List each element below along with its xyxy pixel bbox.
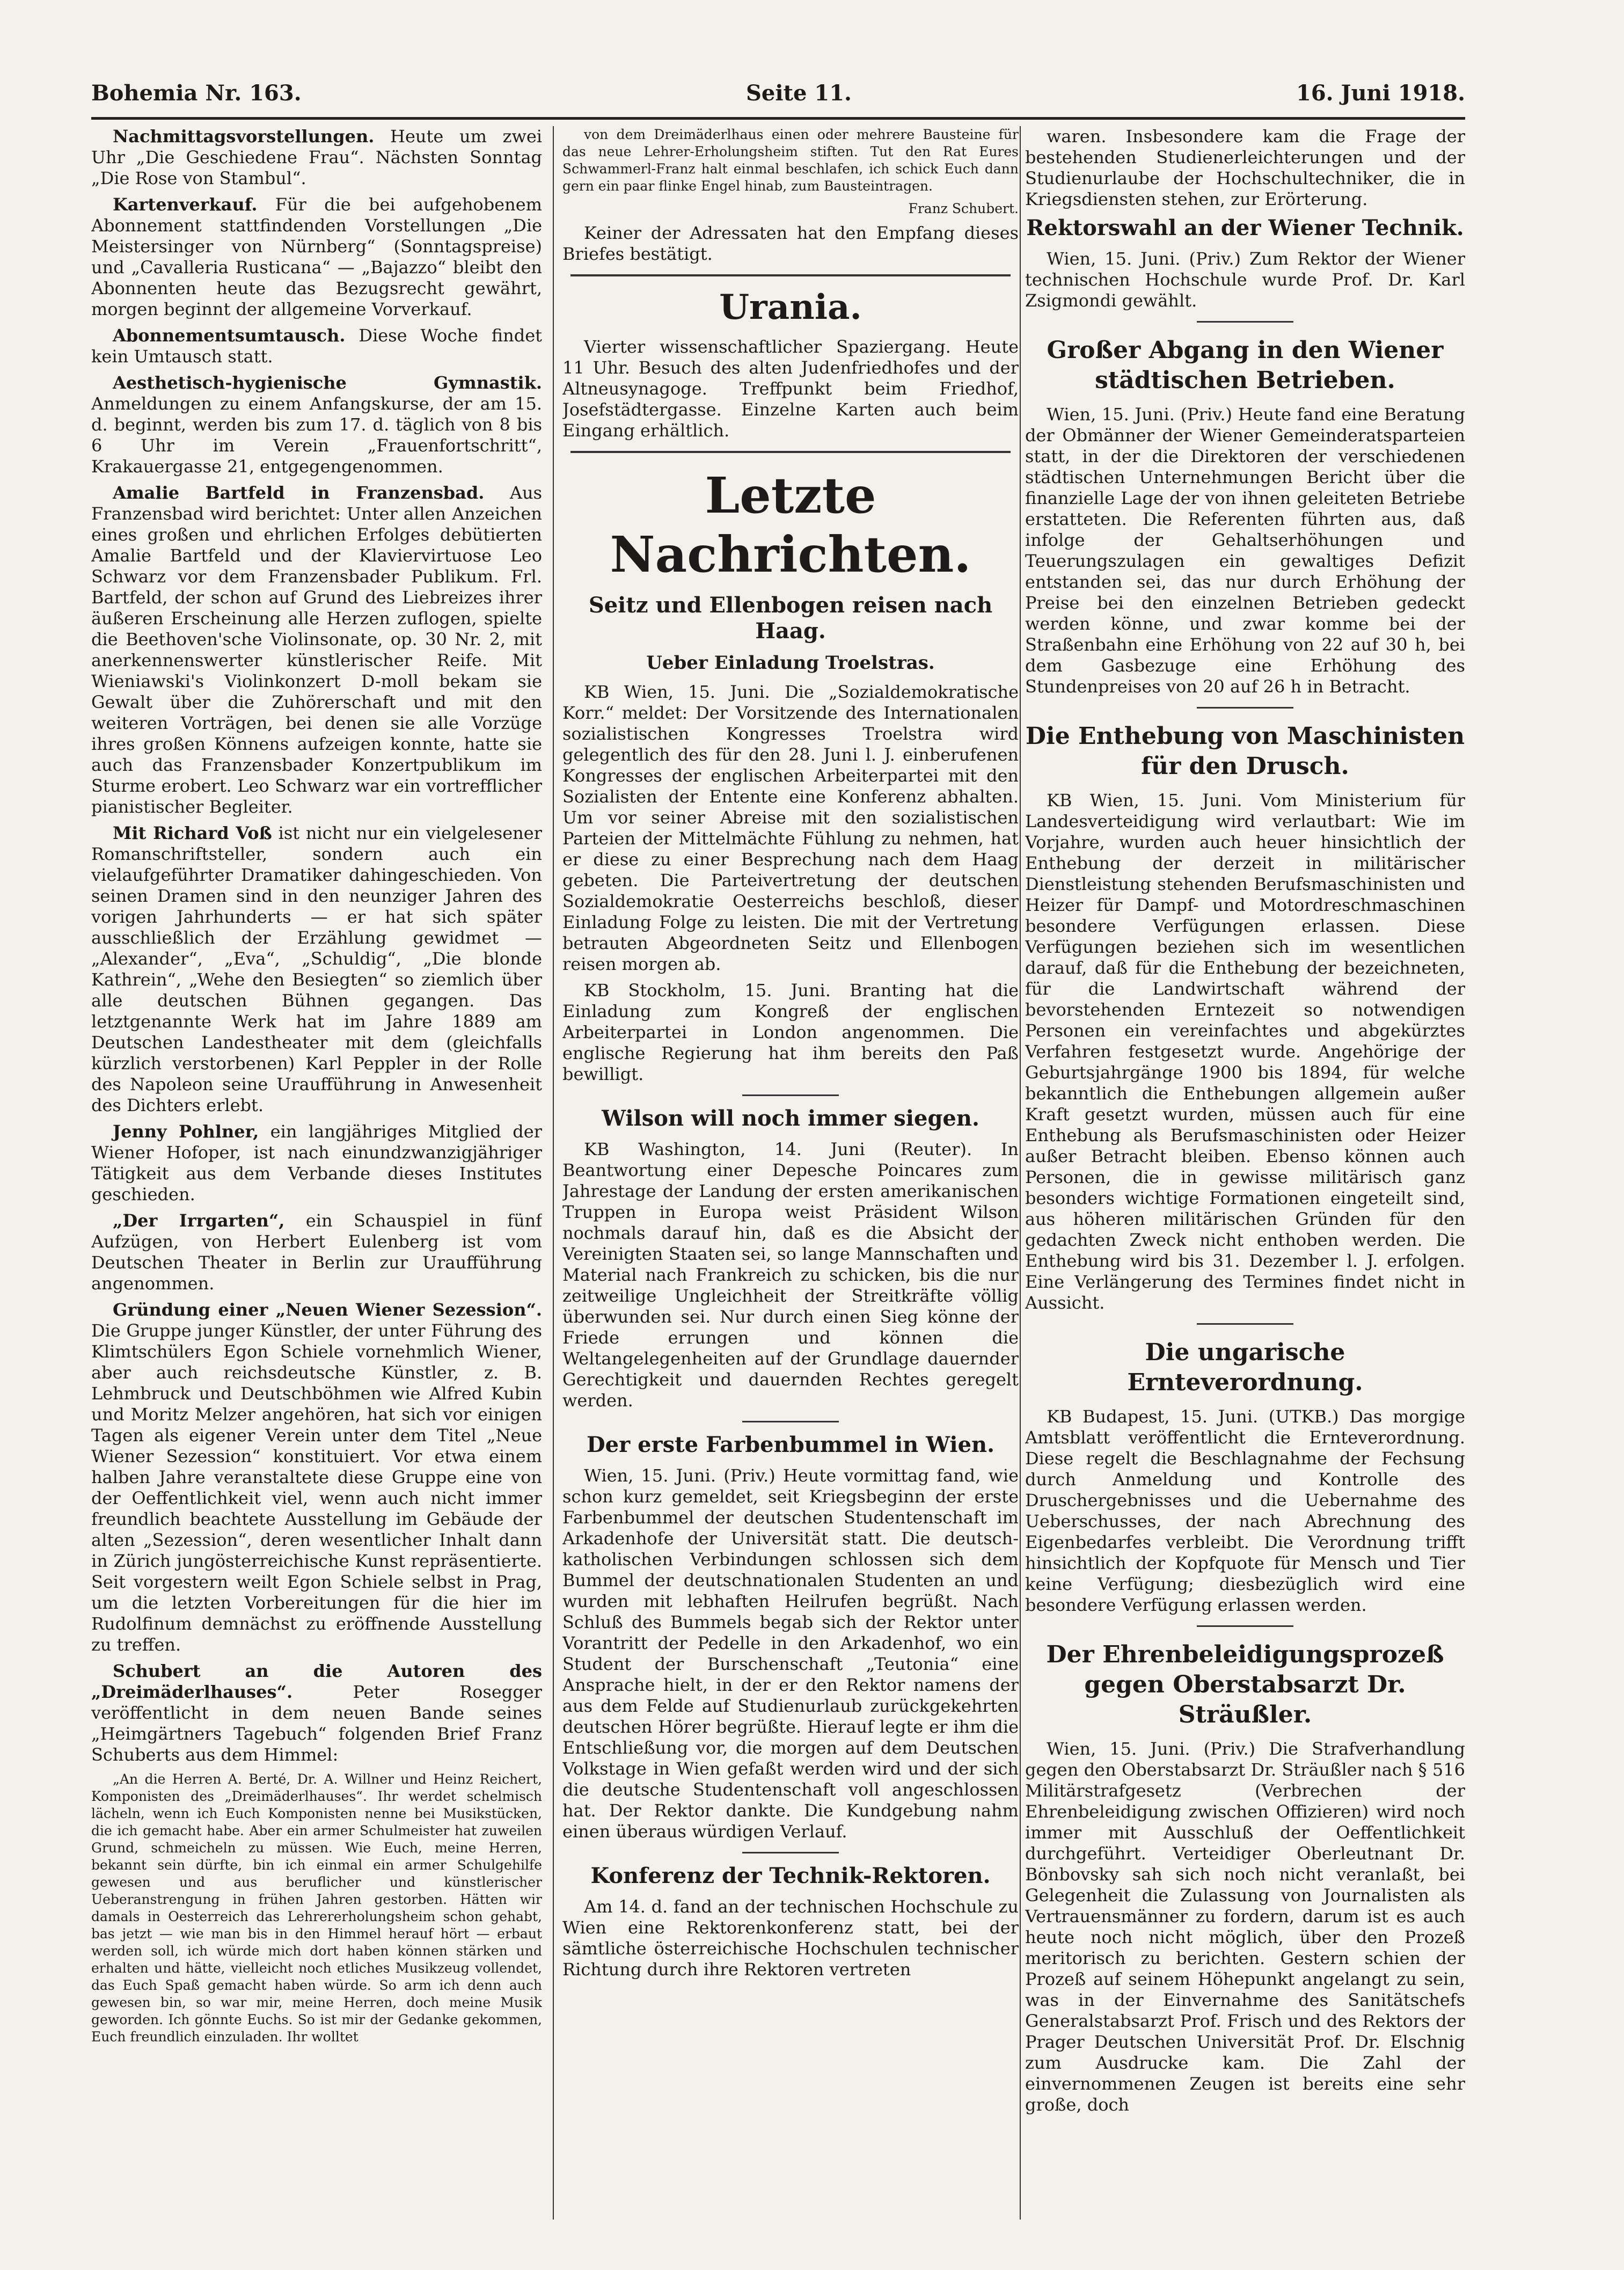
article-rule [1197, 1323, 1293, 1325]
paragraph-text: ein Schauspiel in fünf Aufzügen, von Herbert Eulenberg ist vom Deutschen Theater in Berlin zur Uraufführung angenommen. [91, 1210, 542, 1294]
paragraph: waren. Insbesondere kam die Frage der bestehenden Studienerleichterungen und der Studienurlaube der Hochschultechniker, die in Kriegsdiensten stehen, zur Erörterung. [1025, 126, 1465, 209]
paragraph: Wien, 15. Juni. (Priv.) Zum Rektor der Wiener technischen Hochschule wurde Prof. Dr. Karl Zsigmondi gewählt. [1025, 249, 1465, 311]
paragraph: Keiner der Adressaten hat den Empfang dieses Briefes bestätigt. [562, 223, 1019, 264]
paragraph-lead: Nachmittagsvorstellungen. [113, 126, 375, 147]
paragraph-lead: Abonnementsumtausch. [113, 325, 346, 346]
paragraph: Wien, 15. Juni. (Priv.) Die Strafverhandlung gegen den Oberstabsarzt Dr. Sträußler nach § 516 Militärstrafgesetz (Verbrechen der Ehrenbeleidigung zwischen Offizieren) wird noch immer mit Ausschluß der Oeffentlichkeit durchgeführt. Verteidiger Oberleutnant Dr. Bönbovsky sah sich noch nicht veranlaßt, bei Gelegenheit die Zulassung von Journalisten als Vertrauensmänner zu fordern, darum ist es auch heute noch nicht möglich, über den Prozeß meritorisch zu berichten. Gestern schien der Prozeß auf seinem Höhepunkt angelangt zu sein, was in der Einvernahme des Sanitätschefs Generalstabsarzt Prof. Frisch und des Rektors der Prager Deutschen Universität Prof. Dr. Elschnig zum Ausdrucke kam. Die Zahl der einvernommenen Zeugen ist bereits eine sehr große, doch [1025, 1739, 1465, 2115]
section-heading-latest-news: Letzte Nachrichten. [610, 466, 971, 583]
letter-signature: Franz Schubert. [908, 201, 1019, 216]
paragraph: Am 14. d. fand an der technischen Hochschule zu Wien eine Rektorenkonferenz statt, bei der sämtliche österreichische Hochschulen technischer Richtung durch ihre Rektoren vertreten [562, 1896, 1019, 1980]
article-heading: Seitz und Ellenbogen reisen nach Haag. [588, 593, 993, 644]
paragraph [91, 1121, 542, 1205]
article-rule [1197, 321, 1293, 323]
paragraph-text: Heute um zwei Uhr „Die Geschiedene Frau“. Nächsten Sonntag „Die Rose von Stambul“. [91, 126, 542, 188]
paragraph-lead: Aesthetisch-hygienische Gymnastik. [113, 373, 542, 393]
paragraph-text: Peter Rosegger veröffentlicht in dem neuen Bande seines „Heimgärtners Tagebuch“ folgenden Brief Franz Schuberts aus dem Himmel: [91, 1682, 542, 1765]
paragraph [91, 1210, 542, 1294]
paragraph-text: Für die bei aufgehobenem Abonnement stattfindenden Vorstellungen „Die Meistersinger von Nürnberg“ (Sonntagspreise) und „Cavalleria Rusticana“ — „Bajazzo“ bleibt den Abonnenten heute das Bezugsrecht gewährt, morgen beginnt der allgemeine Vorverkauf. [91, 194, 542, 319]
article-subheading: Ueber Einladung Troelstras. [646, 652, 935, 674]
article-rule [742, 1421, 839, 1422]
masthead-rule [91, 117, 1465, 120]
paragraph: KB Stockholm, 15. Juni. Branting hat die Einladung zum Kongreß der englischen Arbeiterpartei in London angenommen. Die englische Regierung hat ihm bereits den Paß bewilligt. [562, 980, 1019, 1084]
paragraph: Wien, 15. Juni. (Priv.) Heute fand eine Beratung der Obmänner der Wiener Gemeinderatsparteien statt, in der die Direktoren der verschiedenen städtischen Unternehmungen Bericht über die finanzielle Lage der von ihnen geleiteten Betriebe erstatteten. Die Referenten führten aus, daß infolge der Gehaltserhöhungen und Teuerungszulagen ein gewaltiges Defizit entstanden sei, das nur durch Erhöhung der Preise bei den einzelnen Betrieben gedeckt werden könne, und zwar komme bei der Straßenbahn eine Erhöhung von 22 auf 30 h, bei dem Gasbezuge eine Erhöhung des Stundenpreises von 20 auf 26 h in Betracht. [1025, 404, 1465, 697]
paragraph [91, 325, 542, 367]
masthead-date: 16. Juni 1918. [1296, 81, 1465, 106]
paragraph-text: Die Gruppe junger Künstler, der unter Führung des Klimtschülers Egon Schiele vornehmlich Wiener, aber auch reichsdeutsche Künstler, z. B. Lehmbruck und Deutschböhmen wie Alfred Kubin und Moritz Melzer angehören, hat sich vor einigen Tagen als eigener Verein unter dem Titel „Neue Wiener Sezession“ konstituiert. Vor etwa einem halben Jahre veranstaltete diese Gruppe eine von der Oeffentlichkeit viel, wenn auch nicht immer freundlich beachtete Ausstellung im Gebäude der alten „Sezession“, deren wesentlicher Inhalt dann in Zürich jungösterreichische Kunst repräsentierte. Seit vorgestern weilt Egon Schiele selbst in Prag, um die letzten Vorbereitungen für die hier im Rudolfinum demnächst zu eröffnende Ausstellung zu treffen. [91, 1320, 542, 1655]
article-rule [1197, 1625, 1293, 1627]
paragraph-lead: „Der Irrgarten“, [113, 1210, 285, 1231]
paragraph-lead: Jenny Pohlner, [113, 1121, 259, 1142]
paragraph-text: ist nicht nur ein vielgelesener Romanschriftsteller, sondern auch ein vielaufgeführter Dramatiker dahingeschieden. Von seinen Dramen sind in den neunziger Jahren des vorigen Jahrhunderts — er hat sich später ausschließlich der Erzählung gewidmet — „Alexander“, „Eva“, „Schuldig“, „Die blonde Kathrein“, „Wehe den Besiegten“ so ziemlich über alle deutschen Bühnen gegangen. Das letztgenannte Werk hat im Jahre 1889 am Deutschen Landestheater mit dem (gleichfalls kürzlich verstorbenen) Karl Peppler in der Rolle des Napoleon seine Uraufführung in Anwesenheit des Dichters erlebt. [91, 823, 542, 1115]
section-rule [570, 451, 1011, 453]
urania-heading: Urania. [719, 287, 862, 327]
paragraph-lead: Amalie Bartfeld in Franzensbad. [113, 483, 485, 503]
paragraph [91, 126, 542, 189]
paragraph-text: ein langjähriges Mitglied der Wiener Hofoper, ist nach einundzwanzigjähriger Tätigkeit aus dem Verbande dieses Institutes geschieden. [91, 1121, 542, 1205]
schubert-letter: „An die Herren A. Berté, Dr. A. Willner und Heinz Reichert, Komponisten des „Dreimäderlhauses“. Ihr werdet schelmisch lächeln, wenn ich Euch Komponisten nenne bei Musikstücken, die ich gemacht habe. Aber ein armer Schulmeister hat zuweilen Grund, schmeicheln zu müssen. Wie Euch, meine Herren, bekannt sein dürfte, bin ich einmal ein armer Schulgehilfe gewesen und aus beruflicher und künstlerischer Ueberanstrengung in frühen Jahren gestorben. Hätten wir damals in Oesterreich das Lehrererholungsheim schon gehabt, bas jetzt — wie man bis in den Himmel herauf hört — erbaut werden soll, ich würde mich dort haben können stärken und erhalten und hätte, vielleicht noch etliches Musikzeug vollendet, das Euch Spaß gemacht haben würde. So arm ich denn auch gewesen bin, so war mir, meine Herren, doch meine Musik geworden. Ich gönnte Euchs. So ist mir der Gedanke gekommen, Euch freundlich einzuladen. Ihr wolltet [91, 1771, 542, 2045]
paragraph-text: Anmeldungen zu einem Anfangskurse, der am 15. d. beginnt, werden bis zum 17. d. täglich von 8 bis 6 Uhr im Verein „Frauenfortschritt“, Krakauergasse 21, entgegengenommen. [91, 393, 542, 477]
paragraph-lead: Mit Richard Voß [113, 823, 272, 843]
paragraph-text: Aus Franzensbad wird berichtet: Unter allen Anzeichen eines großen und ehrlichen Erfolges debütierten Amalie Bartfeld und der Klaviervirtuose Leo Schwarz vor dem Franzensbader Publikum. Frl. Bartfeld, der schon auf Grund des Liebreizes ihrer äußeren Erscheinung alle Herzen zuflogen, spielte die Beethoven'sche Violinsonate, op. 30 Nr. 2, mit anerkennenswerter künstlerischer Reife. Mit Wieniawski's Violinkonzert D-moll bekam sie Gewalt über die Zuhörerschaft und mit den weiteren Vorträgen, bei denen sie alle Vorzüge ihres großen Könnens aufzeigen konnte, hatte sie auch das Franzensbader Konzertpublikum im Sturme erobert. Leo Schwarz war ein vortrefflicher pianistischer Begleiter. [91, 483, 542, 817]
article-rule [1197, 707, 1293, 709]
article-heading: Der erste Farbenbummel in Wien. [586, 1432, 995, 1457]
paragraph-lead: Kartenverkauf. [113, 194, 258, 215]
paragraph [91, 194, 542, 320]
article-rule [742, 1852, 839, 1853]
column-3 [1025, 126, 1465, 2225]
paragraph: KB Wien, 15. Juni. Die „Sozialdemokratische Korr.“ meldet: Der Vorsitzende des Internationalen sozialistischen Kongresses Troelstra wird gelegentlich des für den 28. Juni l. J. einberufenen Kongresses der englischen Arbeiterpartei mit den Sozialisten der Entente eine Konferenz abhalten. Um vor seiner Abreise mit den sozialistischen Parteien der Mittelmächte Fühlung zu nehmen, hat er diese zu einer Besprechung nach dem Haag gebeten. Die Parteivertretung der deutschen Sozialdemokratie Oesterreichs beschloß, dieser Einladung Folge zu leisten. Die mit der Vertretung betrauten Abgeordneten Seitz und Ellenbogen reisen morgen ab. [562, 682, 1019, 974]
paragraph: KB Wien, 15. Juni. Vom Ministerium für Landesverteidigung wird verlautbart: Wie im Vorjahre, wurden auch heuer hinsichtlich der Enthebung der derzeit in militärischer Dienstleistung stehenden Berufsmaschinisten und Heizer für Dampf- und Motordreschmaschinen besondere Verfügungen erlassen. Diese Verfügungen beziehen sich im wesentlichen darauf, daß für die Enthebung der bezeichneten, für die Landwirtschaft während der bevorstehenden Erntezeit so notwendigen Personen ein vereinfachtes und abgekürztes Verfahren festgesetzt wurde. Angehörige der Geburtsjahrgänge 1900 bis 1894, für welche bekanntlich die Enthebungen allgemein außer Kraft gesetzt wurden, müssen auch für eine Enthebung als Berufsmaschinisten oder Heizer außer Betracht bleiben. Ebenso können auch Personen, die in gewisse militärisch ganz besonders wichtige Formationen eingeteilt sind, aus höheren militärischen Gründen für den gedachten Zweck nicht enthoben werden. Die Enthebung wird bis 31. Dezember l. J. erfolgen. Eine Verlängerung des Termines findet nicht in Aussicht. [1025, 790, 1465, 1313]
paragraph-lead: Gründung einer „Neuen Wiener Sezession“. [113, 1300, 542, 1320]
schubert-letter-continued: von dem Dreimäderlhaus einen oder mehrere Bausteine für das neue Lehrer-Erholungsheim stiften. Tut den Rat Eures Schwammerl-Franz halt einmal beschlafen, ich schick Euch dann gern ein paar flinke Engel hinab, zum Bausteintragen. [562, 127, 1019, 194]
article-rule [742, 1094, 839, 1096]
paragraph-text: Diese Woche findet kein Umtausch statt. [91, 325, 542, 367]
paragraph [91, 483, 542, 818]
article-heading: Großer Abgang in den Wiener städtischen Betrieben. [1047, 337, 1444, 394]
paragraph [91, 1661, 542, 1765]
paragraph-lead: Schubert an die Autoren des „Dreimäderlhauses“. [91, 1661, 542, 1702]
paragraph: KB Washington, 14. Juni (Reuter). In Beantwortung einer Depesche Poincares zum Jahrestage der Landung der ersten amerikanischen Truppen in Europa weist Präsident Wilson nochmals darauf hin, daß es die Absicht der Vereinigten Staaten sei, so lange Mannschaften und Material nach Frankreich zu schicken, bis die nur zeitweilige Ungleichheit der Streitkräfte völlig überwunden sei. Nur durch einen Sieg könne der Friede errungen und können die Weltangelegenheiten auf der Grundlage dauernder Gerechtigkeit und dauernden Rechtes geregelt werden. [562, 1139, 1019, 1411]
masthead-paper-issue: Bohemia Nr. 163. [91, 81, 302, 106]
article-heading: Der Ehrenbeleidigungsprozeß gegen Oberstabsarzt Dr. Sträußler. [1046, 1641, 1444, 1728]
paragraph [91, 823, 542, 1116]
column-2 [562, 126, 1019, 2225]
paragraph [91, 373, 542, 477]
article-heading: Die ungarische Ernteverordnung. [1127, 1339, 1363, 1396]
paragraph: Wien, 15. Juni. (Priv.) Heute vormittag fand, wie schon kurz gemeldet, seit Kriegsbeginn der erste Farbenbummel der deutschen Studentenschaft im Arkadenhofe der Universität statt. Die deutsch-katholischen Verbindungen schlossen sich dem Bummel der deutschnationalen Studenten an und wurden mit lebhaften Heilrufen begrüßt. Nach Schluß des Bummels begab sich der Rektor unter Vorantritt der Pedelle in den Arkadenhof, wo ein Student der Burschenschaft „Teutonia“ eine Ansprache hielt, in der er den Rektor namens der aus dem Felde auf Studienurlaub zurückgekehrten deutschen Hörer begrüßte. Hierauf legte er ihm die Entschließung vor, die morgen auf dem Deutschen Volkstage in Wien gefaßt werden wird und der sich die deutsche Studentenschaft voll angeschlossen hat. Der Rektor dankte. Die Kundgebung nahm einen überaus würdigen Verlauf. [562, 1465, 1019, 1842]
section-rule [570, 274, 1011, 276]
paragraph: KB Budapest, 15. Juni. (UTKB.) Das morgige Amtsblatt veröffentlicht die Ernteverordnung. Diese regelt die Beschlagnahme der Fechsung durch Anmeldung und Kontrolle des Druschergebnisses und die Uebernahme des Ueberschusses, der nach Abrechnung des Eigenbedarfes verbleibt. Die Verordnung trifft hinsichtlich der Kopfquote für Mensch und Tier keine Verfügung; diesbezüglich wird eine besondere Verfügung erlassen werden. [1025, 1406, 1465, 1615]
paragraph: Vierter wissenschaftlicher Spaziergang. Heute 11 Uhr. Besuch des alten Judenfriedhofes und der Altneusynagoge. Treffpunkt beim Friedhof, Josefstädtergasse. Einzelne Karten auch beim Eingang erhältlich. [562, 337, 1019, 441]
article-heading: Die Enthebung von Maschinisten für den Drusch. [1025, 722, 1465, 780]
masthead [91, 81, 1465, 118]
paragraph [91, 1300, 542, 1655]
masthead-page-number: Seite 11. [746, 81, 852, 106]
column-divider-2 [1020, 126, 1021, 2220]
article-heading: Konferenz der Technik-Rektoren. [590, 1863, 991, 1888]
column-divider-1 [553, 126, 554, 2220]
column-1 [91, 126, 542, 2225]
article-heading: Wilson will noch immer siegen. [602, 1106, 979, 1131]
article-heading: Rektorswahl an der Wiener Technik. [1026, 215, 1464, 240]
